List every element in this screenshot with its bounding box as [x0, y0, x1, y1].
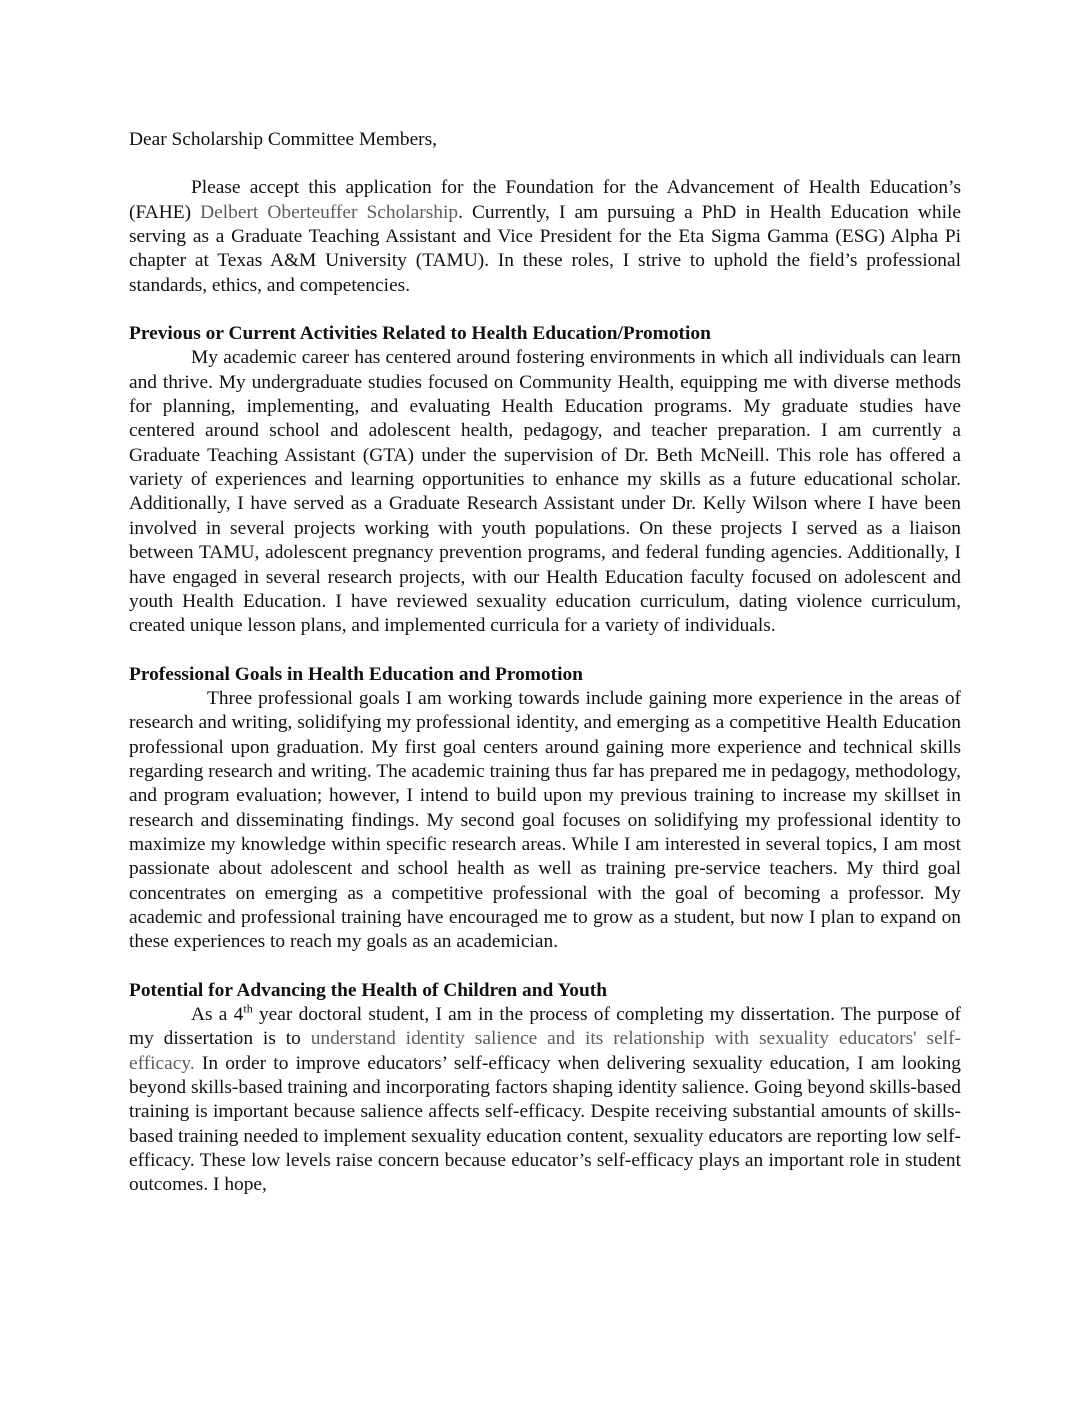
section-heading-activities: Previous or Current Activities Related to Health Education/Promotion — [129, 323, 711, 345]
section-potential — [129, 979, 961, 1198]
section-heading-goals: Professional Goals in Health Education and Promotion — [129, 663, 583, 685]
section-body-goals: Three professional goals I am working towards include gaining more experience in the areas of research and writing, solidifying my professional identity, and emerging as a competitive Health Education professional upon graduation. My first goal centers around gaining more experience and technical skills regarding research and writing. The academic training thus far has prepared me in pedagogy, methodology, and program evaluation; however, I intend to build upon my previous training to increase my skillset in research and disseminating findings. My second goal focuses on solidifying my professional identity to maximize my knowledge within specific research areas. While I am interested in several topics, I am most passionate about adolescent and school health as well as training pre-service teachers. My third goal concentrates on emerging as a competitive professional with the goal of becoming a professor. My academic and professional training have encouraged me to grow as a student, but now I plan to expand on these experiences to reach my goals as an academician. — [129, 687, 961, 953]
section-body-potential — [129, 1003, 961, 1198]
potential-text-1: As a 4 — [191, 1004, 244, 1025]
potential-text-2: year doctoral student, I am in the process of completing my dissertation. The purpose of my dissertation is to — [129, 1004, 961, 1050]
letter-body — [129, 128, 961, 1222]
section-goals — [129, 663, 961, 955]
intro-text-1: Please accept this application for the Foundation for the Advancement of Health Education’s (FAHE) — [129, 177, 961, 223]
ordinal-superscript: th — [243, 1001, 253, 1016]
section-body-activities: My academic career has centered around fostering environments in which all individuals can learn and thrive. My undergraduate studies focused on Community Health, equipping me with diverse methods for planning, implementing, and evaluating Health Education programs. My graduate studies have centered around school and adolescent health, pedagogy, and teacher preparation. I am currently a Graduate Teaching Assistant (GTA) under the supervision of Dr. Beth McNeill. This role has offered a variety of experiences and learning opportunities to enhance my skills as a future educational scholar. Additionally, I have served as a Graduate Research Assistant under Dr. Kelly Wilson where I have been involved in several projects working with youth populations. On these projects I served as a liaison between TAMU, adolescent pregnancy prevention programs, and federal funding agencies. Additionally, I have engaged in several research projects, with our Health Education faculty focused on adolescent and youth Health Education. I have reviewed sexuality education curriculum, dating violence curriculum, created unique lesson plans, and implemented curricula for a variety of individuals. — [129, 347, 961, 637]
section-activities — [129, 322, 961, 638]
dissertation-purpose: understand identity salience and its relationship with sexuality educators' self-efficacy. — [129, 1028, 961, 1074]
scholarship-name: Delbert Oberteuffer Scholarship — [200, 201, 459, 223]
potential-text-3: In order to improve educators’ self-efficacy when delivering sexuality education, I am looking beyond skills-based training and incorporating factors shaping identity salience. Going beyond skills-based training is important because salience affects self-efficacy. Despite receiving substantial amounts of skills-based training needed to implement sexuality education content, sexuality educators are reporting low self-efficacy. These low levels raise concern because educator’s self-efficacy plays an important role in student outcomes. I hope, — [129, 1052, 961, 1196]
section-heading-potential: Potential for Advancing the Health of Children and Youth — [129, 979, 607, 1001]
salutation: Dear Scholarship Committee Members, — [129, 129, 438, 150]
intro-paragraph — [129, 176, 961, 298]
intro-text-2: . Currently, I am pursuing a PhD in Health Education while serving as a Graduate Teaching Assistant and Vice President for the Eta Sigma Gamma (ESG) Alpha Pi chapter at Texas A&M University (TAMU). In these roles, I strive to uphold the field’s professional standards, ethics, and competencies. — [129, 201, 961, 296]
